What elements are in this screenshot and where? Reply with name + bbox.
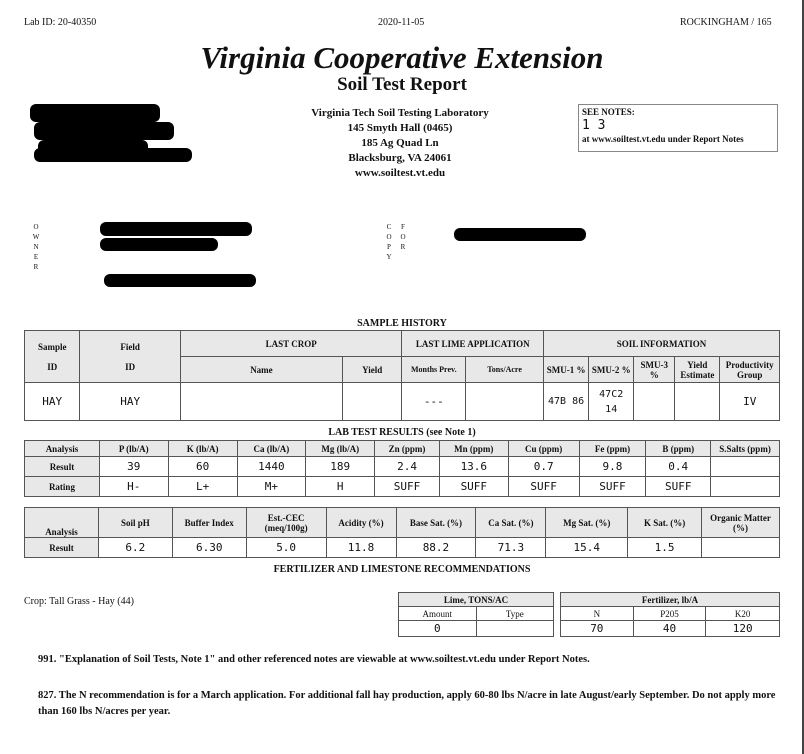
owner-label: O W N E R (32, 223, 40, 271)
soil-properties-table (24, 507, 780, 558)
fert-header-p: P205 (633, 607, 706, 621)
lime-amount: 0 (399, 621, 477, 637)
lab-line1: 145 Smyth Hall (0465) (347, 122, 453, 134)
header-last-crop: LAST CROP (180, 331, 402, 357)
row-label-result: Result (25, 457, 100, 477)
header-k-sat: K Sat. (%) (628, 508, 702, 538)
fertilizer-title: Fertilizer, lb/A (561, 593, 780, 607)
header-est-cec: Est.-CEC (meq/100g) (246, 508, 326, 538)
lime-type (476, 621, 553, 637)
header-salts: S.Salts (ppm) (711, 441, 780, 457)
county: ROCKINGHAM / 165 (680, 17, 772, 28)
header-mg-sat: Mg Sat. (%) (546, 508, 628, 538)
k-sat-value: 1.5 (628, 538, 702, 558)
sample-history-table (24, 330, 780, 421)
header-fe: Fe (ppm) (579, 441, 646, 457)
copy-label: C O P Y (386, 223, 392, 261)
base-sat-value: 88.2 (396, 538, 476, 558)
header-k: K (lb/A) (168, 441, 237, 457)
header-name: Name (180, 357, 342, 383)
header-months: Months Prev. (402, 357, 466, 383)
lab-line3: Blacksburg, VA 24061 (348, 152, 452, 164)
header-acidity: Acidity (%) (326, 508, 396, 538)
row-label-analysis: Analysis (25, 441, 100, 457)
est-cec-value: 5.0 (246, 538, 326, 558)
productivity-group: IV (720, 383, 780, 421)
buffer-index-value: 6.30 (172, 538, 246, 558)
header-buffer-index: Buffer Index (172, 508, 246, 538)
fert-n-value: 70 (561, 621, 634, 637)
soil-ph-value: 6.2 (98, 538, 172, 558)
result-k: 60 (168, 457, 237, 477)
result-cu: 0.7 (508, 457, 579, 477)
crop-yield (342, 383, 401, 421)
header-mn: Mn (ppm) (439, 441, 508, 457)
fert-p-value: 40 (633, 621, 706, 637)
see-notes-label: SEE NOTES: (582, 107, 635, 117)
rating-mn: SUFF (439, 477, 508, 497)
header-productivity: Productivity Group (720, 357, 780, 383)
report-subtitle: Soil Test Report (337, 74, 467, 95)
yield-estimate (675, 383, 720, 421)
mg-sat-value: 15.4 (546, 538, 628, 558)
lime-table (398, 592, 554, 637)
header-ca-sat: Ca Sat. (%) (476, 508, 546, 538)
header-cu: Cu (ppm) (508, 441, 579, 457)
result-zn: 2.4 (375, 457, 440, 477)
soil-row-label-analysis: Analysis (25, 508, 99, 538)
header-mg: Mg (lb/A) (306, 441, 375, 457)
redacted-block (34, 122, 174, 140)
redacted-block (100, 222, 252, 236)
see-notes-text: at www.soiltest.vt.edu under Report Notes (582, 134, 744, 144)
rating-cu: SUFF (508, 477, 579, 497)
header-yield-estimate: Yield Estimate (675, 357, 720, 383)
header-field: Field ID (80, 331, 181, 383)
acidity-value: 11.8 (326, 538, 396, 558)
result-b: 0.4 (646, 457, 711, 477)
redacted-block (454, 228, 586, 241)
header-soil-ph: Soil pH (98, 508, 172, 538)
result-ca: 1440 (237, 457, 306, 477)
soil-row-label-result: Result (25, 538, 99, 558)
header-ca: Ca (lb/A) (237, 441, 306, 457)
redacted-block (104, 274, 256, 287)
fert-header-n: N (561, 607, 634, 621)
header-soil-info: SOIL INFORMATION (544, 331, 780, 357)
lab-results-title: LAB TEST RESULTS (see Note 1) (328, 427, 476, 438)
lab-id: Lab ID: 20-40350 (24, 17, 97, 28)
header-smu1: SMU-1 % (544, 357, 589, 383)
fert-header-k: K20 (706, 607, 780, 621)
recommendations-title: FERTILIZER AND LIMESTONE RECOMMENDATIONS (273, 564, 531, 575)
header-b: B (ppm) (646, 441, 711, 457)
row-label-rating: Rating (25, 477, 100, 497)
tons-acre (466, 383, 544, 421)
ca-sat-value: 71.3 (476, 538, 546, 558)
sample-id: HAY (25, 383, 80, 421)
header-smu2: SMU-2 % (589, 357, 634, 383)
organic-matter-value (702, 538, 780, 558)
header-tons: Tons/Acre (466, 357, 544, 383)
smu2-value: 47C2 14 (589, 383, 634, 421)
fertilizer-table (560, 592, 780, 637)
note-827: 827. The N recommendation is for a March application. For additional fall hay production, apply 60-80 lbs N/acre in late August/early September. Do not apply more than 160 lbs N/acres per year. (38, 690, 776, 717)
result-mg: 189 (306, 457, 375, 477)
fert-k-value: 120 (706, 621, 780, 637)
result-salts (711, 457, 780, 477)
result-fe: 9.8 (579, 457, 646, 477)
lab-line2: 185 Ag Quad Ln (361, 137, 439, 149)
rating-ca: M+ (237, 477, 306, 497)
see-notes-numbers: 1 3 (582, 118, 606, 133)
rating-k: L+ (168, 477, 237, 497)
lab-name: Virginia Tech Soil Testing Laboratory (311, 107, 489, 119)
lime-title: Lime, TONS/AC (399, 593, 554, 607)
redacted-block (34, 148, 192, 162)
header-base-sat: Base Sat. (%) (396, 508, 476, 538)
rating-b: SUFF (646, 477, 711, 497)
lab-website: www.soiltest.vt.edu (354, 167, 446, 179)
result-mn: 13.6 (439, 457, 508, 477)
lime-header-type: Type (476, 607, 553, 621)
redacted-block (100, 238, 218, 251)
report-date: 2020-11-05 (378, 17, 425, 28)
sample-history-title: SAMPLE HISTORY (357, 318, 447, 329)
lab-address (260, 106, 540, 181)
rating-mg: H (306, 477, 375, 497)
lab-results-table (24, 440, 780, 497)
header-organic-matter: Organic Matter (%) (702, 508, 780, 538)
header-last-lime: LAST LIME APPLICATION (402, 331, 544, 357)
header-p: P (lb/A) (99, 441, 168, 457)
header-sample: Sample ID (25, 331, 80, 383)
rating-fe: SUFF (579, 477, 646, 497)
lime-header-amount: Amount (399, 607, 477, 621)
see-notes-box (578, 104, 778, 152)
result-p: 39 (99, 457, 168, 477)
header-yield: Yield (342, 357, 401, 383)
smu3-value (634, 383, 675, 421)
redacted-block (30, 104, 160, 122)
rating-zn: SUFF (375, 477, 440, 497)
report-title: Virginia Cooperative Extension (200, 40, 604, 75)
smu1-value: 47B 86 (544, 383, 589, 421)
months-prev: --- (402, 383, 466, 421)
note-991: 991. "Explanation of Soil Tests, Note 1" and other referenced notes are viewable at www.soiltest.vt.edu under Report Notes. (38, 654, 590, 665)
header-smu3: SMU-3 % (634, 357, 675, 383)
field-id: HAY (80, 383, 181, 421)
for-label: F O R (400, 223, 406, 251)
header-zn: Zn (ppm) (375, 441, 440, 457)
rating-p: H- (99, 477, 168, 497)
rating-salts (711, 477, 780, 497)
crop-name (180, 383, 342, 421)
crop-label: Crop: Tall Grass - Hay (44) (24, 596, 134, 607)
